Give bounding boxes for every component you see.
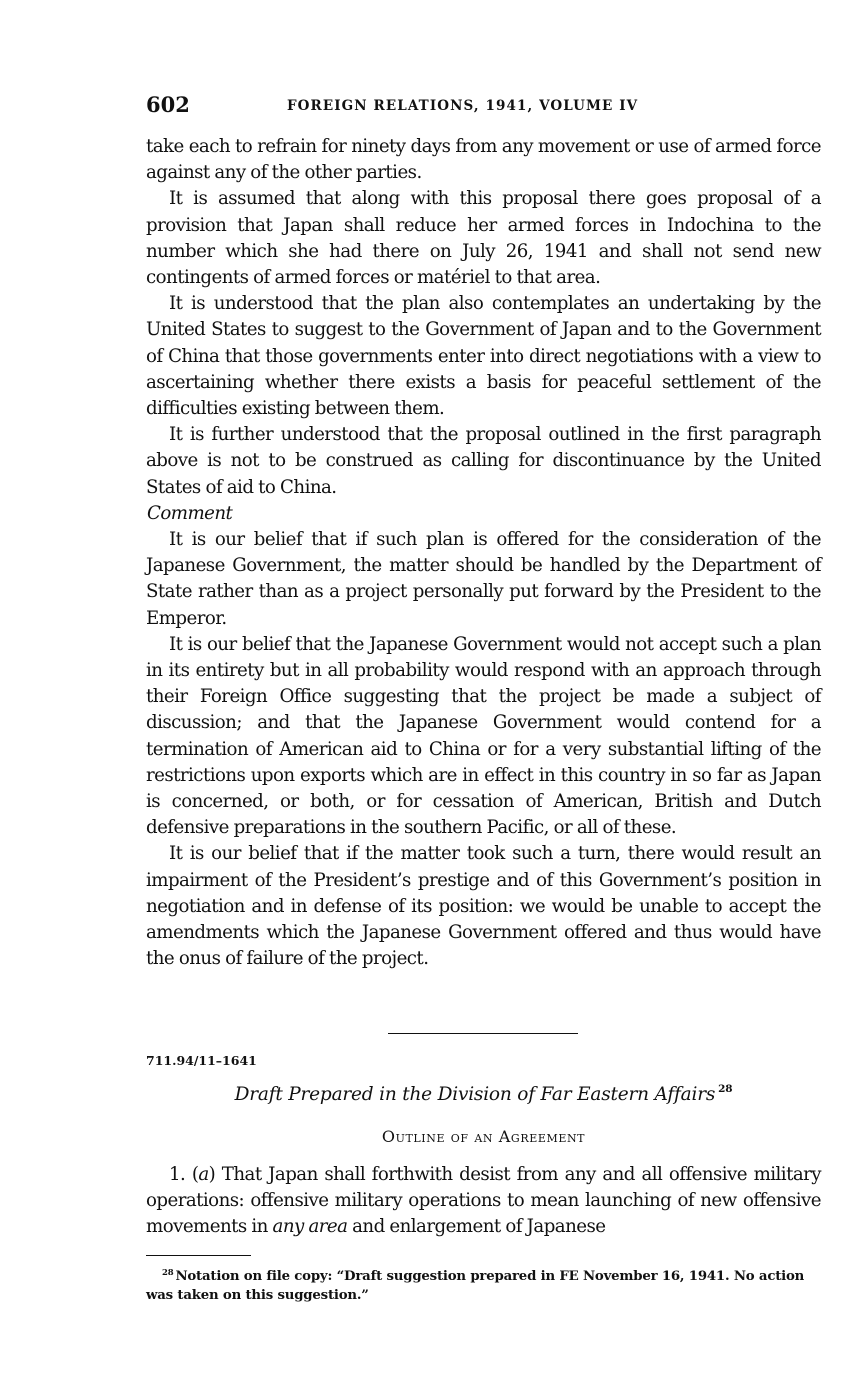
- file-number: 711.94/11–1641: [146, 1053, 257, 1068]
- paragraph-comment-3: It is our belief that if the matter took such a turn, there would result an impairment of the President’s prestige and of this Government’s position in negotiation and in defense of its position: we would be unable to accept the amendments which the Japanese Government offered and thus would have the onus of failure of the project.: [146, 843, 821, 970]
- comment-heading: Comment: [147, 502, 233, 524]
- body-text: [146, 134, 821, 973]
- footnote-text-block: [146, 1264, 824, 1305]
- document-title: [146, 1076, 821, 1108]
- paragraph-indochina: It is assumed that along with this proposal there goes proposal of a provision that Japan shall reduce her armed forces in Indochina to the number which she had there on July 26, 1941 and shall not send new contingents of armed forces or matériel to that area.: [146, 188, 821, 289]
- paragraph-aid-to-china: It is further understood that the proposal outlined in the first paragraph above is not to be construed as calling for discontinuance by the United States of aid to China.: [146, 424, 821, 498]
- clause-letter: a: [198, 1164, 209, 1185]
- clause-emphasis: any area: [272, 1216, 348, 1238]
- running-head: FOREIGN RELATIONS, 1941, VOLUME IV: [287, 98, 639, 114]
- paragraph-comment-1: It is our belief that if such plan is offered for the consideration of the Japanese Government, the matter should be handled by the Department of State rather than as a project personally put forward by the President to the Emperor.: [146, 529, 821, 629]
- clause-1a: [146, 1162, 821, 1241]
- clause-text-part-2: and enlargement of Japanese: [347, 1216, 606, 1238]
- page-header: [146, 92, 826, 122]
- agreement-text: [146, 1162, 821, 1241]
- footnote: [146, 1264, 824, 1305]
- paragraph-continuation: take each to refrain for ninety days from any movement or use of armed force against any of the other parties.: [146, 136, 821, 184]
- clause-number: 1. (: [169, 1164, 199, 1185]
- footnote-marker: 28: [162, 1268, 174, 1278]
- paragraph-comment-2: It is our belief that the Japanese Government would not accept such a plan in its entirety but in all probability would respond with an approach through their Foreign Office suggesting that the project be made a subject of discussion; and that the Japanese Government would contend for a termination of American aid to China or for a very substantial lifting of the restrictions upon exports which are in effect in this country in so far as Japan is concerned, or both, or for cessation of American, British and Dutch defensive preparations in the southern Pacific, or all of these.: [146, 633, 821, 839]
- footnote-text: Notation on file copy: “Draft suggestion prepared in FE November 16, 1941. No action was taken on this suggestion.”: [146, 1269, 805, 1303]
- clause-text-part-1: ) That Japan shall forthwith desist from any and all offensive military operations: offensive military operations to mean launching of new offensive movements in: [146, 1164, 821, 1238]
- paragraph-negotiations: It is understood that the plan also contemplates an undertaking by the United States to suggest to the Government of Japan and to the Government of China that those governments enter into direct negotiations with a view to ascertaining whether there exists a basis for peaceful settlement of the difficulties existing between them.: [146, 293, 821, 420]
- section-title: Outline of an Agreement: [381, 1127, 586, 1146]
- page-number: 602: [146, 92, 190, 117]
- section-divider: [388, 1033, 578, 1034]
- footnote-reference: 28: [718, 1083, 733, 1095]
- document-title-text: Draft Prepared in the Division of Far Eastern Affairs: [234, 1084, 716, 1105]
- footnote-divider: [146, 1255, 251, 1256]
